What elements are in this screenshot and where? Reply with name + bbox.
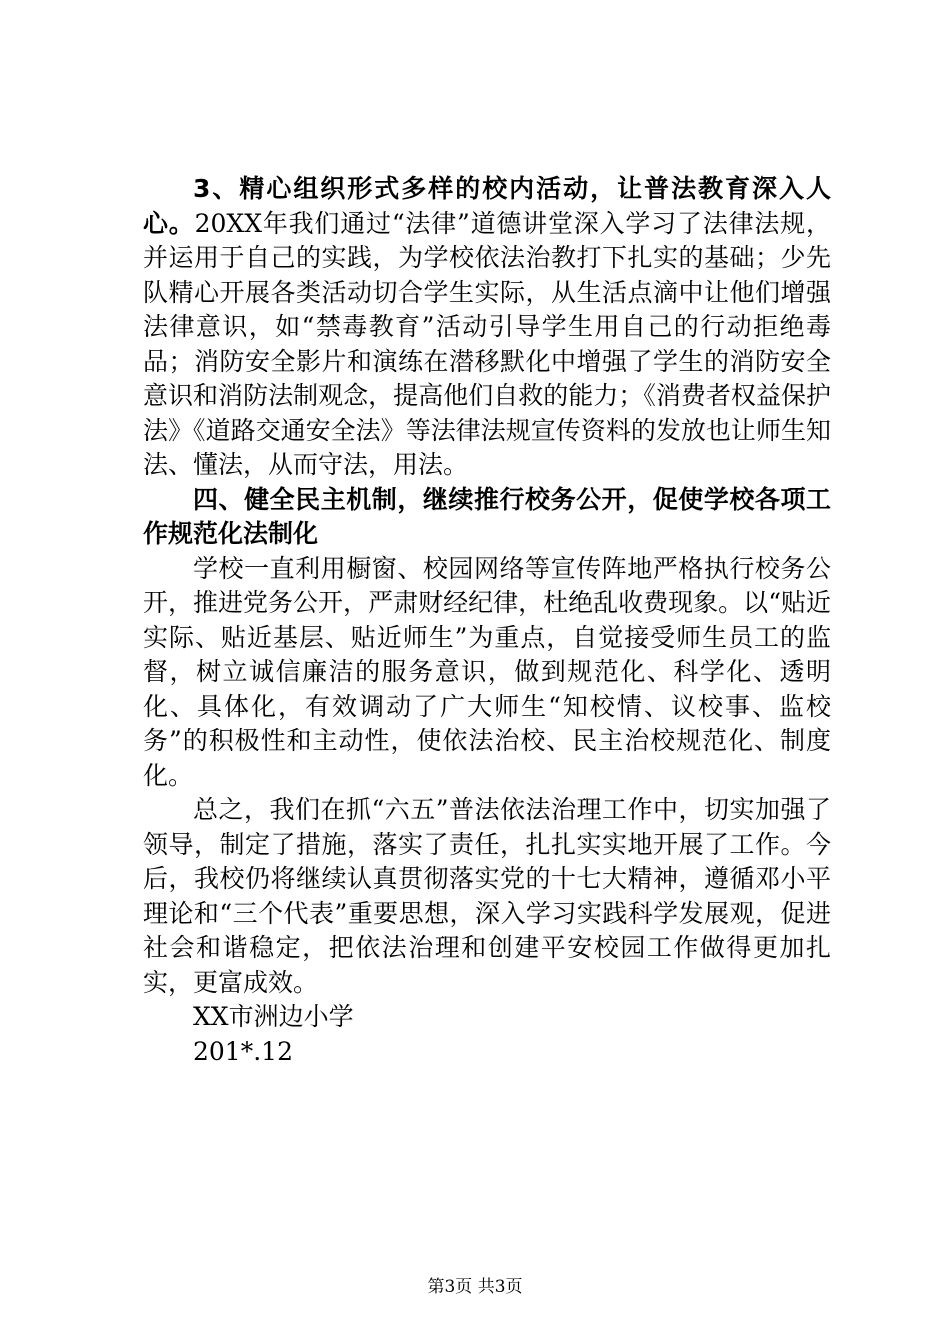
section-4-heading: 四、健全民主机制，继续推行校务公开，促使学校各项工作规范化法制化 bbox=[143, 484, 831, 548]
signature-date: 201*.12 bbox=[193, 1036, 293, 1066]
section-3-text: 20XX年我们通过“法律”道德讲堂深入学习了法律法规，并运用于自己的实践，为学校依法治教打下扎实的基础；少先队精心开展各类活动切合学生实际，从生活点滴中让他们增强法律意识，如“禁毒教育”活动引导学生用自己的行动拒绝毒品；消防安全影片和演练在潜移默化中增强了学生的消防安全意识和消防法制观念，提高他们自救的能力；《消费者权益保护法》《道路交通安全法》等法律法规宣传资料的发放也让师生知法、懂法，从而守法，用法。 bbox=[143, 208, 831, 479]
document-body bbox=[143, 172, 831, 1069]
page-footer: 第3页 共3页 bbox=[427, 1277, 523, 1297]
section-3-paragraph bbox=[143, 172, 831, 483]
conclusion-paragraph: 总之，我们在抓“六五”普法依法治理工作中，切实加强了领导，制定了措施，落实了责任，扎扎实实地开展了工作。今后，我校仍将继续认真贯彻落实党的十七大精神，遵循邓小平理论和“三个代表”重要思想，深入学习实践科学发展观，促进社会和谐稳定，把依法治理和创建平安校园工作做得更加扎实，更富成效。 bbox=[143, 795, 831, 997]
signature-school: XX市洲边小学 bbox=[193, 1002, 354, 1031]
section-3-lead: 3、精心组织形式多样的校内活动，让普法教育深入人心。 bbox=[143, 174, 831, 238]
section-4-paragraph: 学校一直利用橱窗、校园网络等宣传阵地严格执行校务公开，推进党务公开，严肃财经纪律，杜绝乱收费现象。以“贴近实际、贴近基层、贴近师生”为重点，自觉接受师生员工的监督，树立诚信廉洁的服务意识，做到规范化、科学化、透明化、具体化，有效调动了广大师生“知校情、议校事、监校务”的积极性和主动性，使依法治校、民主治校规范化、制度化。 bbox=[143, 553, 831, 790]
